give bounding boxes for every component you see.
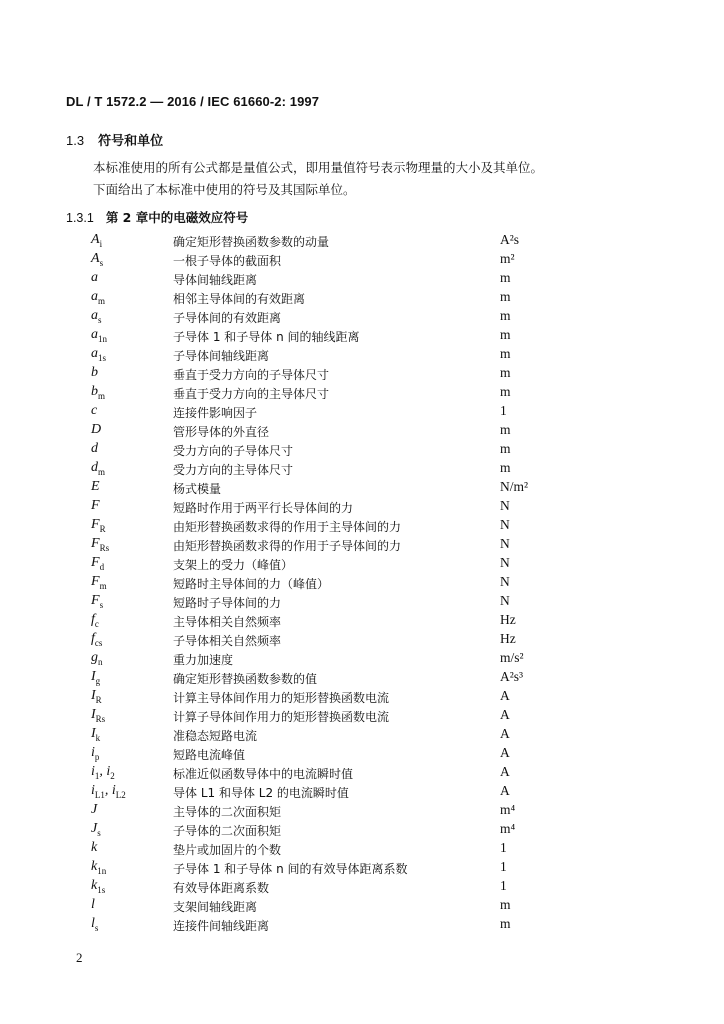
symbol-description: 子导体 1 和子导体 n 间的轴线距离 [173,330,360,344]
symbol-row [0,821,724,840]
symbol-unit: N [500,574,510,589]
symbol-unit: N [500,498,510,513]
symbol-unit: A [500,783,510,798]
symbol-unit: m [500,327,511,342]
symbol-row [0,251,724,270]
symbol: k [91,840,98,855]
symbol: F [91,498,100,513]
symbol-description: 标准近似函数导体中的电流瞬时值 [173,767,354,781]
symbol-unit: A [500,745,510,760]
symbol: $I_k$ [91,726,101,743]
symbol: l [91,897,95,912]
symbol: $i_{L1}$, $i_{L2}$ [91,783,126,800]
symbol-unit: m² [500,251,515,266]
symbol-unit: N [500,555,510,570]
symbol: $b_m$ [91,384,106,401]
symbol-row [0,422,724,441]
symbol: b [91,365,98,380]
symbol-description: 确定矩形替换函数参数的值 [173,672,318,686]
symbol-unit: m [500,441,511,456]
symbol-unit: N [500,517,510,532]
symbol-description: 由矩形替换函数求得的作用于主导体间的力 [173,520,402,534]
symbol-row [0,403,724,422]
symbol: $f_c$ [91,612,99,629]
symbol-row [0,916,724,935]
symbol-description: 短路时子导体间的力 [173,596,282,610]
symbol-row [0,517,724,536]
symbol: $I_g$ [91,669,101,686]
symbol-row [0,802,724,821]
symbol: $f_{cs}$ [91,631,103,648]
symbol-unit: N/m² [500,479,529,494]
symbol-row [0,612,724,631]
symbol-description: 主导体的二次面积矩 [173,805,282,819]
symbol-description: 短路电流峰值 [173,748,246,762]
symbol: a [91,270,98,285]
symbol-unit: m [500,346,511,361]
symbol-list [0,232,724,935]
symbol-unit: m [500,365,511,380]
symbol-description: 子导体间的有效距离 [173,311,282,325]
symbol-description: 短路时作用于两平行长导体间的力 [173,501,354,515]
symbol-description: 子导体间轴线距离 [173,349,270,363]
symbol: $a_{1n}$ [91,327,107,344]
symbol: d [91,441,98,456]
symbol-unit: 1 [500,878,507,893]
symbol-description: 重力加速度 [173,653,234,667]
symbol-description: 子导体的二次面积矩 [173,824,282,838]
symbol-description: 管形导体的外直径 [173,425,270,439]
symbol: $A_i$ [91,232,103,249]
symbol: E [91,479,100,494]
symbol-description: 相邻主导体间的有效距离 [173,292,306,306]
symbol: $a_s$ [91,308,102,325]
symbol-row [0,593,724,612]
symbol-row [0,878,724,897]
symbol-unit: m⁴ [500,821,516,836]
symbol-description: 杨式模量 [173,482,222,496]
symbol-unit: m [500,308,511,323]
symbol-row [0,707,724,726]
symbol-unit: m/s² [500,650,524,665]
symbol: $l_s$ [91,916,99,933]
symbol-unit: m [500,422,511,437]
symbol-description: 短路时主导体间的力（峰值） [173,577,330,591]
symbol-description: 垫片或加固片的个数 [173,843,282,857]
symbol-description: 垂直于受力方向的主导体尺寸 [173,387,330,401]
symbol-description: 确定矩形替换函数参数的动量 [173,235,330,249]
symbol-row [0,688,724,707]
symbol-row [0,555,724,574]
symbol-unit: m [500,289,511,304]
symbol-row [0,365,724,384]
symbol-description: 支架间轴线距离 [173,900,258,914]
symbol-row [0,346,724,365]
symbol: $F_s$ [91,593,104,610]
subsection-title: 第 2 章中的电磁效应符号 [105,210,249,225]
symbol-unit: A²s [500,232,520,247]
symbol-row [0,232,724,251]
symbol-unit: A [500,764,510,779]
symbol-unit: A [500,688,510,703]
symbol: $I_{Rs}$ [91,707,106,724]
symbol-unit: 1 [500,859,507,874]
symbol-description: 子导体 1 和子导体 n 间的有效导体距离系数 [173,862,408,876]
symbol-unit: N [500,593,510,608]
subsection-heading [66,208,248,226]
symbol-row [0,479,724,498]
symbol-unit: m [500,384,511,399]
symbol-unit: A [500,726,510,741]
symbol-row [0,460,724,479]
symbol-unit: 1 [500,840,507,855]
document-header: DL / T 1572.2 — 2016 / IEC 61660-2: 1997 [66,94,320,109]
symbol-unit: A [500,707,510,722]
symbol: $J_s$ [91,821,101,838]
symbol-description: 垂直于受力方向的子导体尺寸 [173,368,330,382]
symbol-unit: A²s³ [500,669,524,684]
symbol-row [0,745,724,764]
symbol-unit: m [500,460,511,475]
section-title: 符号和单位 [98,134,164,149]
symbol-unit: 1 [500,403,507,418]
symbol-unit: m [500,270,511,285]
symbol: c [91,403,98,418]
symbol-description: 有效导体距离系数 [173,881,270,895]
symbol-description: 计算主导体间作用力的矩形替换函数电流 [173,691,390,705]
symbol: $a_{1s}$ [91,346,107,363]
symbol-description: 连接件影响因子 [173,406,258,420]
symbol-description: 连接件间轴线距离 [173,919,270,933]
symbol-unit: N [500,536,510,551]
symbol-row [0,536,724,555]
symbol: $g_n$ [91,650,103,667]
intro-paragraph-2: 下面给出了本标准中使用的符号及其国际单位。 [93,182,356,197]
symbol: $F_R$ [91,517,106,534]
symbol: $k_{1n}$ [91,859,107,876]
symbol-description: 支架上的受力（峰值） [173,558,294,572]
symbol-row [0,574,724,593]
symbol-description: 由矩形替换函数求得的作用于子导体间的力 [173,539,402,553]
symbol-unit: Hz [500,631,516,646]
symbol: D [91,422,102,437]
symbol: $k_{1s}$ [91,878,106,895]
symbol-row [0,631,724,650]
symbol: $F_m$ [91,574,107,591]
symbol-row [0,764,724,783]
symbol: $i_1$, $i_2$ [91,764,115,781]
symbol-row [0,498,724,517]
symbol-row [0,384,724,403]
symbol: $i_p$ [91,745,100,762]
symbol-unit: Hz [500,612,516,627]
symbol: $F_{Rs}$ [91,536,110,553]
symbol-description: 主导体相关自然频率 [173,615,282,629]
symbol-description: 导体间轴线距离 [173,273,258,287]
symbol-description: 子导体相关自然频率 [173,634,282,648]
symbol-row [0,270,724,289]
symbol-description: 受力方向的主导体尺寸 [173,463,294,477]
symbol-row [0,289,724,308]
symbol-description: 计算子导体间作用力的矩形替换函数电流 [173,710,390,724]
intro-paragraph-1: 本标准使用的所有公式都是量值公式，即用量值符号表示物理量的大小及其单位。 [93,160,544,175]
symbol-row [0,308,724,327]
symbol-unit: m⁴ [500,802,516,817]
page-number: 2 [76,950,83,965]
symbol: $F_d$ [91,555,105,572]
symbol: $A_s$ [91,251,104,268]
symbol: J [91,802,98,817]
symbol-unit: m [500,897,511,912]
subsection-number: 1.3.1 [66,211,94,225]
symbol-description: 一根子导体的截面积 [173,254,282,268]
symbol-row [0,669,724,688]
symbol: $I_R$ [91,688,102,705]
symbol-row [0,897,724,916]
symbol-description: 受力方向的子导体尺寸 [173,444,294,458]
symbol-description: 准稳态短路电流 [173,729,258,743]
symbol-row [0,327,724,346]
symbol: $a_m$ [91,289,106,306]
symbol-row [0,840,724,859]
symbol-row [0,783,724,802]
symbol-unit: m [500,916,511,931]
symbol-row [0,650,724,669]
symbol-row [0,726,724,745]
symbol-row [0,441,724,460]
symbol-description: 导体 L1 和导体 L2 的电流瞬时值 [173,786,349,800]
section-heading [66,130,163,149]
section-number: 1.3 [66,133,85,148]
symbol: $d_m$ [91,460,106,477]
symbol-row [0,859,724,878]
